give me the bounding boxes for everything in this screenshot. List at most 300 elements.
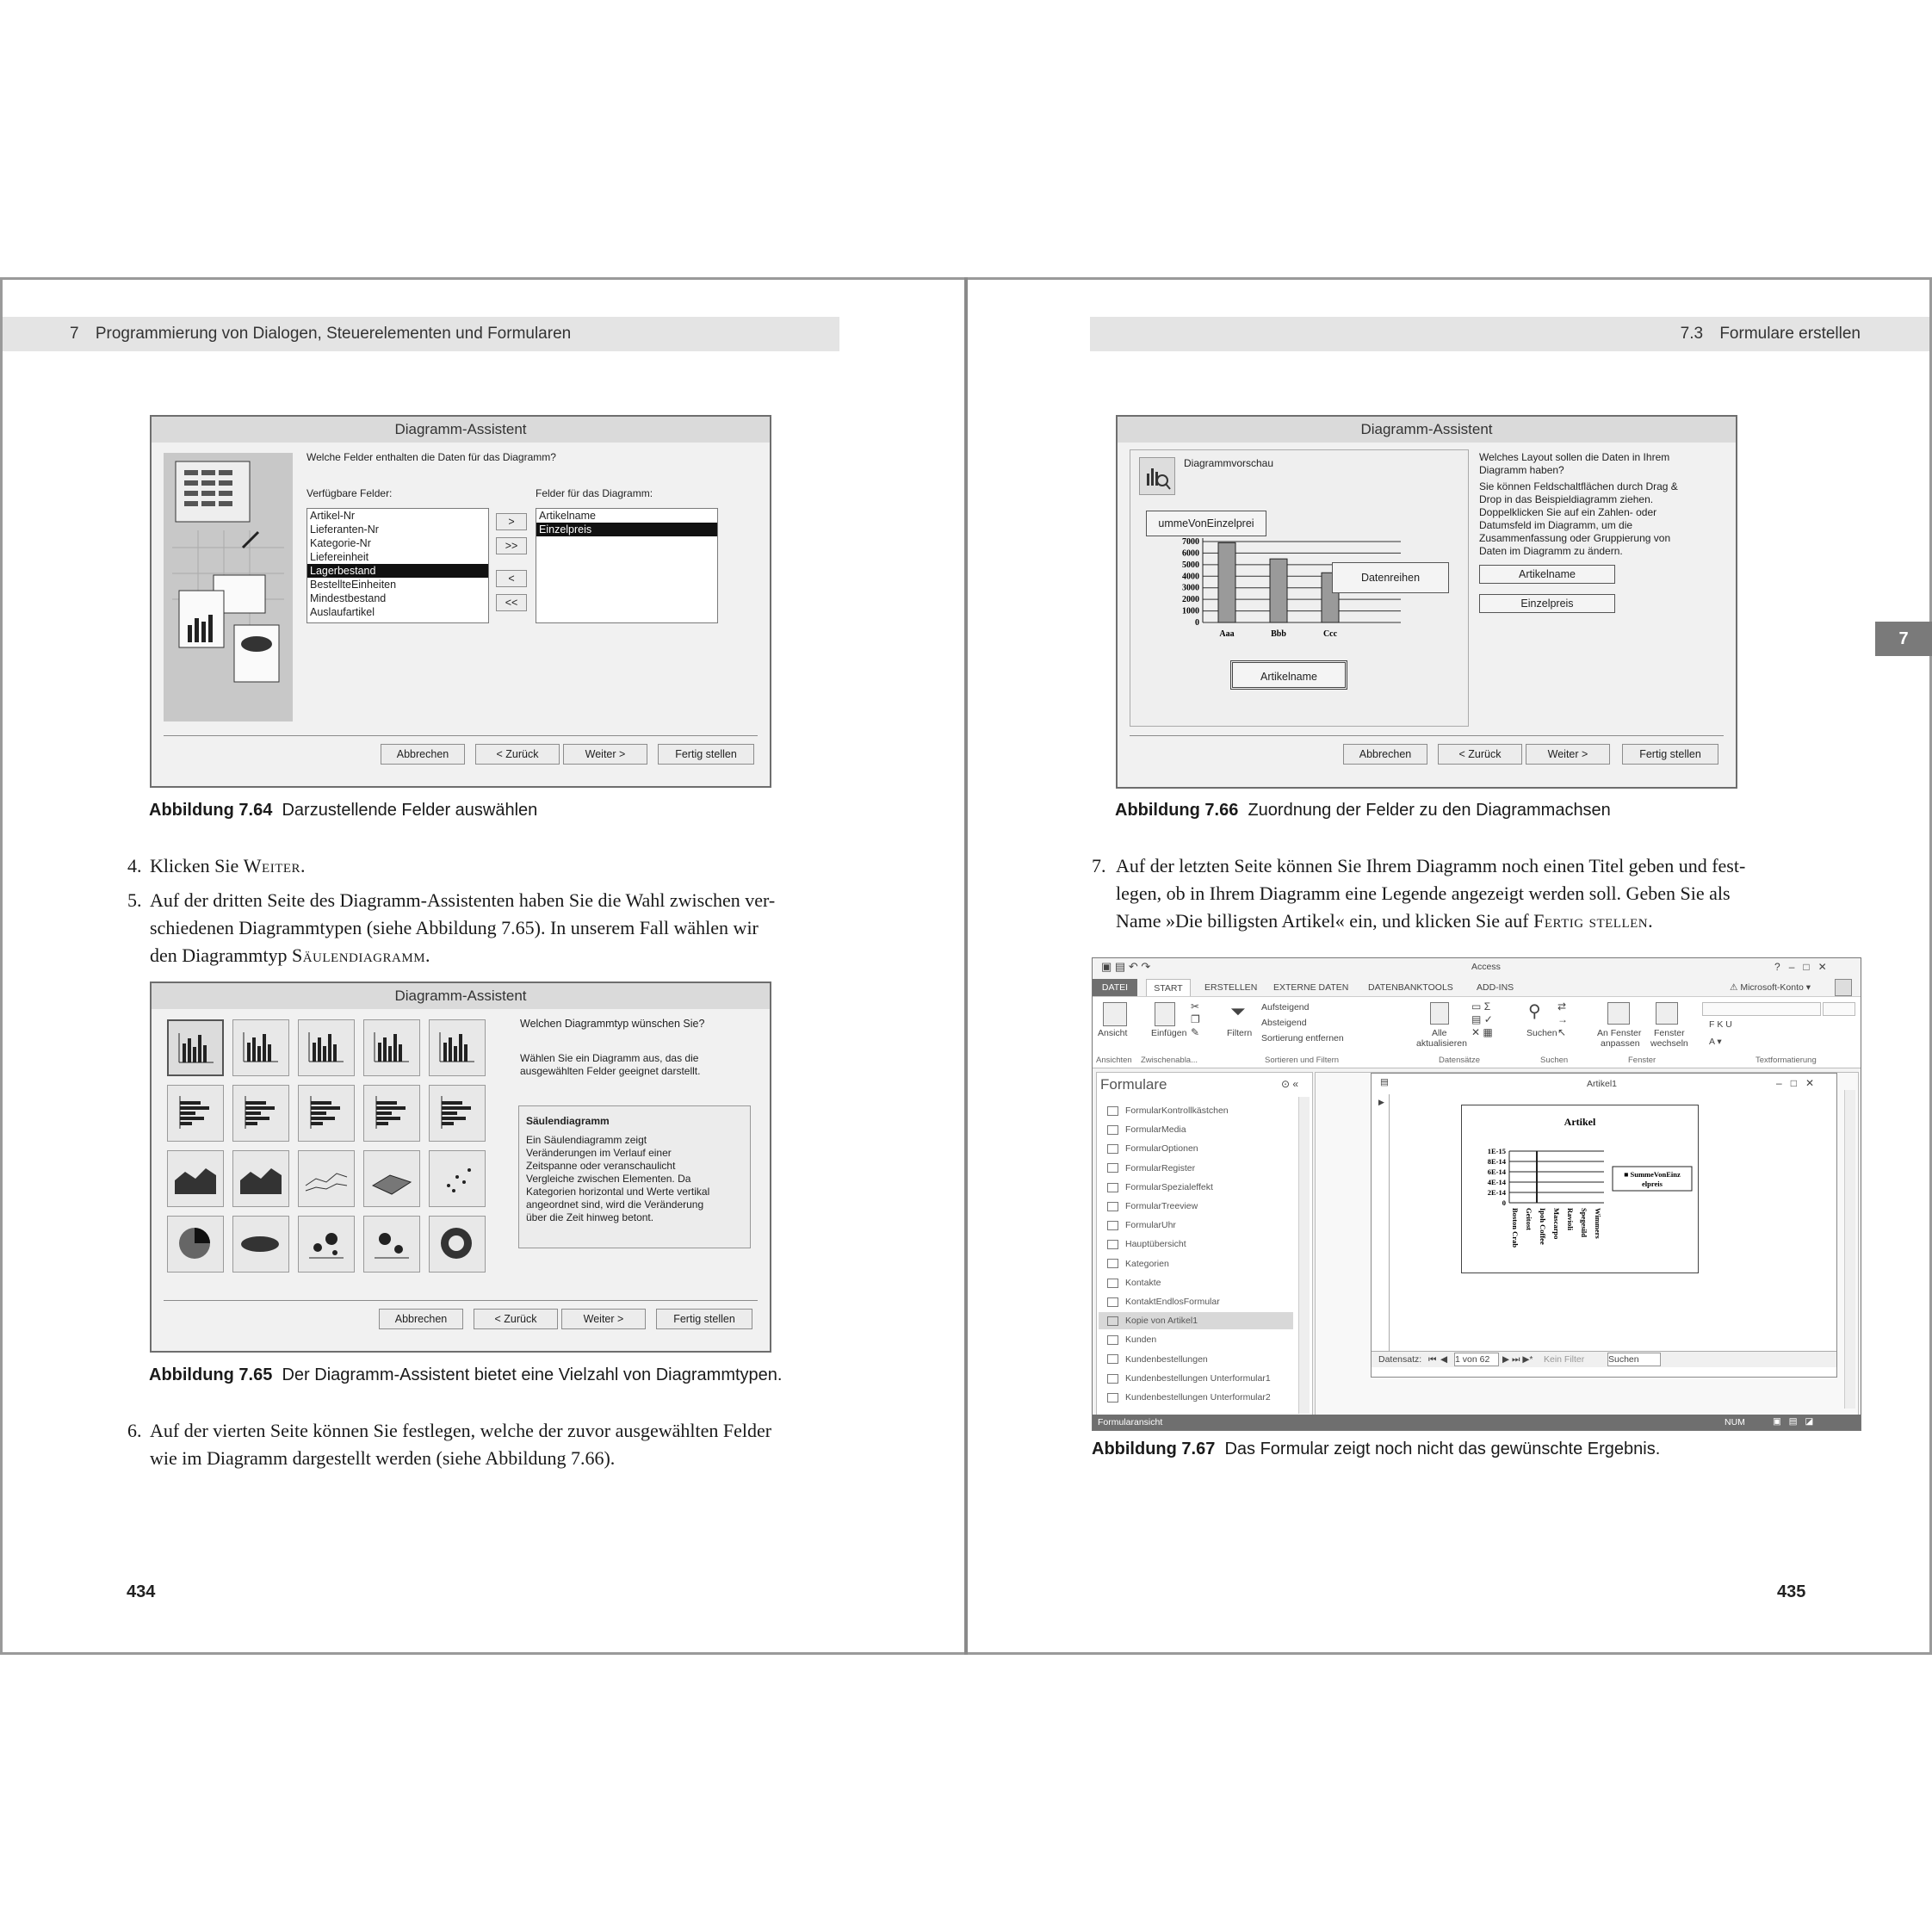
caption-text: Zuordnung der Felder zu den Diagrammachsen bbox=[1248, 801, 1611, 820]
nav-scrollbar[interactable] bbox=[1298, 1097, 1310, 1414]
x-tick-label: Ccc bbox=[1322, 629, 1338, 639]
chart-type-tile[interactable] bbox=[363, 1216, 420, 1273]
list-item[interactable]: BestellteEinheiten bbox=[310, 579, 397, 591]
chart-type-tile[interactable] bbox=[298, 1019, 355, 1076]
tab-erstellen[interactable]: ERSTELLEN bbox=[1204, 982, 1258, 993]
form-icon bbox=[1107, 1202, 1118, 1211]
description-line: Zeitspanne oder veranschaulicht bbox=[526, 1160, 676, 1172]
add-all-fields-button[interactable]: >> bbox=[496, 537, 527, 554]
nav-item[interactable] bbox=[1099, 1331, 1293, 1348]
window-controls bbox=[1774, 961, 1827, 973]
chart-title: Artikel bbox=[1564, 1116, 1596, 1128]
list-item[interactable]: Artikelname bbox=[539, 510, 596, 522]
x-tick-label: Spegesild bbox=[1580, 1208, 1588, 1238]
dialog-title: Diagramm-Assistent bbox=[1118, 417, 1736, 443]
cancel-button[interactable]: Abbrechen bbox=[1343, 744, 1427, 765]
chart-type-tile[interactable] bbox=[167, 1216, 224, 1273]
ribbon-button-label[interactable]: Ansicht bbox=[1098, 1028, 1128, 1038]
form-icon bbox=[1107, 1316, 1118, 1326]
record-icons bbox=[1471, 1000, 1493, 1039]
layout-instructions bbox=[1479, 451, 1678, 558]
step-line bbox=[1116, 907, 1806, 935]
figure-caption bbox=[1115, 801, 1611, 820]
nav-item[interactable] bbox=[1099, 1312, 1293, 1329]
step-text bbox=[1116, 852, 1806, 935]
chart-type-tile[interactable] bbox=[232, 1085, 289, 1142]
y-tick-label: 2000 bbox=[1182, 595, 1199, 605]
list-item[interactable]: Liefereinheit bbox=[310, 551, 369, 563]
select-icon[interactable]: ↖ bbox=[1557, 1026, 1567, 1038]
tab-datenbanktools[interactable]: DATENBANKTOOLS bbox=[1368, 982, 1453, 993]
remove-all-fields-button[interactable]: << bbox=[496, 594, 527, 611]
finish-button[interactable]: Fertig stellen bbox=[1622, 744, 1718, 765]
3d-stacked-column-icon bbox=[364, 1020, 418, 1074]
type-description-text bbox=[526, 1134, 709, 1224]
maximize-icon[interactable]: □ bbox=[1803, 961, 1810, 973]
ribbon-group-label: Datensätze bbox=[1439, 1056, 1481, 1065]
undo-icon[interactable]: ↶ bbox=[1128, 960, 1138, 973]
nav-item[interactable] bbox=[1099, 1160, 1293, 1177]
y-tick-label: 3000 bbox=[1182, 583, 1199, 593]
form-icon bbox=[1107, 1393, 1118, 1403]
form-icon bbox=[1107, 1297, 1118, 1307]
record-selector[interactable]: ▶ bbox=[1375, 1094, 1390, 1353]
step-text-part: Klicken Sie bbox=[150, 855, 239, 876]
3d-column-icon bbox=[299, 1020, 352, 1074]
chart-type-tile[interactable] bbox=[232, 1150, 289, 1207]
command-name: Fertig stellen bbox=[1533, 910, 1649, 932]
record-search-input[interactable]: Suchen bbox=[1607, 1353, 1661, 1366]
step-text-end: . bbox=[1648, 910, 1653, 932]
ribbon-button-label[interactable]: Einfügen bbox=[1151, 1028, 1187, 1038]
ribbon-button-label[interactable]: Filtern bbox=[1227, 1028, 1253, 1038]
pyramid-bar-icon bbox=[430, 1086, 483, 1139]
more-icon[interactable]: ▦ bbox=[1483, 1026, 1493, 1038]
back-button[interactable]: < Zurück bbox=[474, 1309, 558, 1329]
form-icon: ▤ bbox=[1380, 1077, 1389, 1087]
nav-item-label: KontaktEndlosFormular bbox=[1125, 1297, 1220, 1307]
nav-item-label: FormularSpezialeffekt bbox=[1125, 1181, 1213, 1192]
y-tick-label: 0 bbox=[1502, 1198, 1506, 1207]
next-record-icon[interactable]: ▶ ⏭ ▶* bbox=[1502, 1354, 1533, 1365]
nav-item-label: FormularTreeview bbox=[1125, 1201, 1198, 1211]
chart-preview-panel bbox=[1130, 449, 1469, 727]
form-window bbox=[1371, 1073, 1837, 1378]
page-gutter bbox=[964, 277, 968, 1655]
form-icon bbox=[1107, 1259, 1118, 1268]
3d-pie-icon bbox=[233, 1217, 287, 1270]
view-icon[interactable] bbox=[1103, 1002, 1127, 1026]
step-text bbox=[150, 1417, 840, 1472]
format-buttons[interactable]: F K U bbox=[1709, 1019, 1732, 1030]
title-bar bbox=[1093, 958, 1861, 977]
chart-type-tile[interactable] bbox=[232, 1019, 289, 1076]
app-title: Access bbox=[1471, 962, 1501, 972]
type-description-box bbox=[518, 1105, 751, 1248]
nav-item-label: FormularUhr bbox=[1125, 1220, 1176, 1231]
nav-item-label: Kunden bbox=[1125, 1334, 1157, 1346]
scatter-icon bbox=[430, 1151, 483, 1204]
minimize-icon[interactable]: – bbox=[1776, 1077, 1782, 1089]
figure-caption bbox=[149, 1365, 782, 1385]
x-tick-label: Geitost bbox=[1525, 1208, 1533, 1230]
x-tick-label: Mascarpo bbox=[1552, 1208, 1561, 1240]
stacked-column-icon bbox=[233, 1020, 287, 1074]
instruction-line: Zusammenfassung oder Gruppierung von bbox=[1479, 532, 1671, 544]
caption-label: Abbildung 7.66 bbox=[1115, 801, 1239, 820]
fit-window-icon[interactable] bbox=[1607, 1002, 1630, 1025]
filter-status[interactable]: Kein Filter bbox=[1544, 1354, 1585, 1365]
nav-item[interactable] bbox=[1099, 1389, 1293, 1406]
document-scrollbar[interactable] bbox=[1844, 1090, 1855, 1409]
chart-type-grid bbox=[167, 1019, 498, 1278]
y-tick-label: 5000 bbox=[1182, 560, 1199, 570]
form-icon bbox=[1107, 1183, 1118, 1192]
step-number: 7. bbox=[1092, 855, 1106, 876]
account-link[interactable]: ⚠ Microsoft-Konto ▾ bbox=[1730, 982, 1811, 993]
bubble-icon bbox=[299, 1217, 352, 1270]
list-item[interactable]: Mindestbestand bbox=[310, 592, 387, 604]
tab-datei[interactable]: DATEI bbox=[1093, 979, 1137, 996]
nav-item[interactable] bbox=[1099, 1179, 1293, 1196]
ribbon-button-label[interactable]: aktualisieren bbox=[1416, 1038, 1467, 1049]
record-navigation bbox=[1372, 1351, 1836, 1367]
font-name-combo[interactable] bbox=[1702, 1002, 1821, 1016]
nav-item[interactable] bbox=[1099, 1235, 1293, 1253]
chart-wizard-fields-dialog bbox=[150, 415, 771, 788]
command-name: Weiter bbox=[243, 855, 301, 876]
chapter-number: 7 bbox=[70, 325, 79, 343]
form-icon bbox=[1107, 1374, 1118, 1384]
back-button[interactable]: < Zurück bbox=[1438, 744, 1522, 765]
tab-add-ins[interactable]: ADD-INS bbox=[1477, 982, 1514, 993]
chart-type-tile[interactable] bbox=[298, 1150, 355, 1207]
maximize-icon[interactable]: □ bbox=[1790, 1077, 1797, 1089]
nav-list bbox=[1097, 1102, 1297, 1415]
step-line: Auf der letzten Seite können Sie Ihrem Diagramm noch einen Titel geben und fest- bbox=[1116, 855, 1746, 876]
list-item[interactable]: Lieferanten-Nr bbox=[310, 523, 379, 536]
nav-item-label: Kategorien bbox=[1125, 1258, 1169, 1269]
nav-title: Formulare bbox=[1100, 1076, 1167, 1093]
3d-column-perspective-icon bbox=[430, 1020, 483, 1074]
new-record-icon[interactable]: ▭ bbox=[1471, 1000, 1482, 1012]
field-button-einzelpreis[interactable]: Einzelpreis bbox=[1479, 594, 1615, 613]
section-title: Formulare erstellen bbox=[1719, 325, 1861, 343]
instruction-line: Daten im Diagramm zu ändern. bbox=[1479, 545, 1623, 557]
minimize-icon[interactable]: – bbox=[1788, 961, 1795, 973]
nav-item[interactable] bbox=[1099, 1217, 1293, 1234]
chart-type-tile[interactable] bbox=[298, 1216, 355, 1273]
y-tick-label: 1000 bbox=[1182, 606, 1199, 616]
caption-label: Abbildung 7.67 bbox=[1092, 1440, 1216, 1458]
step-number: 5. bbox=[127, 889, 142, 911]
form-icon bbox=[1107, 1240, 1118, 1249]
nav-item-label: FormularMedia bbox=[1125, 1124, 1186, 1136]
nav-item[interactable] bbox=[1099, 1140, 1293, 1157]
nav-item[interactable] bbox=[1099, 1121, 1293, 1138]
x-tick-label: Bbb bbox=[1271, 629, 1286, 639]
step-line bbox=[150, 942, 840, 969]
ribbon-group-label: Suchen bbox=[1540, 1056, 1569, 1065]
spelling-icon[interactable]: ✓ bbox=[1483, 1013, 1493, 1025]
copy-icon[interactable]: ❐ bbox=[1191, 1013, 1200, 1025]
nav-item[interactable] bbox=[1099, 1198, 1293, 1215]
step-text bbox=[150, 887, 840, 969]
form-icon bbox=[1107, 1335, 1118, 1345]
nav-item-label: FormularRegister bbox=[1125, 1162, 1196, 1173]
tab-externe-daten[interactable]: EXTERNE DATEN bbox=[1273, 982, 1349, 993]
chart-type-tile[interactable] bbox=[232, 1216, 289, 1273]
step-text-part: Name »Die billigsten Artikel« ein, und klicken Sie auf bbox=[1116, 910, 1529, 932]
pie-icon bbox=[168, 1217, 221, 1270]
save-record-icon[interactable]: ▤ bbox=[1471, 1013, 1482, 1025]
form-icon bbox=[1107, 1106, 1118, 1116]
available-fields-label: Verfügbare Felder: bbox=[307, 487, 393, 499]
y-tick-label: 8E-14 bbox=[1487, 1157, 1506, 1166]
caption-text: Darzustellende Felder auswählen bbox=[282, 801, 538, 820]
add-field-button[interactable]: > bbox=[496, 513, 527, 530]
preview-bar bbox=[1218, 542, 1235, 622]
nav-item[interactable] bbox=[1099, 1255, 1293, 1273]
axis-field-button[interactable]: Artikelname bbox=[1230, 660, 1347, 690]
cancel-button[interactable]: Abbrechen bbox=[381, 744, 465, 765]
nav-item-label: Kopie von Artikel1 bbox=[1125, 1316, 1198, 1327]
y-tick-label: 4E-14 bbox=[1487, 1178, 1506, 1186]
status-bar bbox=[1093, 1415, 1861, 1430]
view-switch-icons[interactable]: ▣ ▤ ◪ bbox=[1773, 1416, 1814, 1427]
back-button[interactable]: < Zurück bbox=[475, 744, 560, 765]
record-label: Datensatz: bbox=[1378, 1354, 1422, 1365]
warning-icon: ⚠ bbox=[1730, 982, 1738, 993]
y-tick-label: 2E-14 bbox=[1487, 1188, 1506, 1197]
step-line: wie im Diagramm dargestellt werden (siehe Abbildung 7.66). bbox=[150, 1447, 616, 1469]
font-size-combo[interactable] bbox=[1823, 1002, 1855, 1016]
step-line: Auf der dritten Seite des Diagramm-Assistenten haben Sie die Wahl zwischen ver- bbox=[150, 889, 776, 911]
help-icon[interactable]: ? bbox=[1774, 961, 1780, 973]
preview-bar bbox=[1270, 559, 1287, 622]
chart-preview-icon bbox=[1139, 457, 1175, 495]
finish-button[interactable]: Fertig stellen bbox=[658, 744, 754, 765]
figure-caption bbox=[1092, 1440, 1660, 1459]
ribbon-button-label[interactable]: Sortierung entfernen bbox=[1261, 1033, 1344, 1043]
x-tick-label: Boston Crab bbox=[1511, 1208, 1520, 1248]
list-item[interactable]: Auslaufartikel bbox=[310, 606, 375, 618]
font-color-icon[interactable]: A ▾ bbox=[1709, 1037, 1722, 1047]
chart-fields-list[interactable] bbox=[536, 508, 718, 623]
form-window-controls bbox=[1776, 1077, 1814, 1089]
figure-caption bbox=[149, 801, 537, 820]
step-line: Auf der vierten Seite können Sie festlegen, welche der zuvor ausgewählten Felder bbox=[150, 1420, 772, 1441]
remove-field-button[interactable]: < bbox=[496, 570, 527, 587]
nav-item[interactable] bbox=[1099, 1102, 1293, 1119]
type-description-title: Säulendiagramm bbox=[526, 1115, 610, 1127]
ribbon-button-label[interactable]: Aufsteigend bbox=[1261, 1002, 1310, 1012]
filter-icon[interactable]: ⏷ bbox=[1230, 1000, 1246, 1022]
separator bbox=[164, 735, 758, 736]
tab-start[interactable]: START bbox=[1146, 979, 1191, 997]
status-view: Formularansicht bbox=[1098, 1417, 1163, 1427]
clipboard-icons bbox=[1191, 1000, 1200, 1039]
description-line: Kategorien horizontal und Werte vertikal bbox=[526, 1186, 710, 1198]
y-tick-label: 0 bbox=[1195, 618, 1199, 628]
nav-item-label: Kundenbestellungen Unterformular2 bbox=[1125, 1392, 1271, 1403]
quick-access-icons bbox=[1101, 960, 1150, 974]
cut-icon[interactable]: ✂ bbox=[1191, 1000, 1200, 1012]
3d-area-icon bbox=[233, 1151, 287, 1204]
close-icon[interactable]: ✕ bbox=[1817, 961, 1827, 973]
format-painter-icon[interactable]: ✎ bbox=[1191, 1026, 1200, 1038]
description-line: Veränderungen im Verlauf einer bbox=[526, 1147, 672, 1159]
first-record-icon[interactable]: ⏮ bbox=[1428, 1354, 1437, 1365]
ribbon-group-label: Fenster bbox=[1628, 1056, 1656, 1065]
nav-item-label: Kundenbestellungen bbox=[1125, 1353, 1208, 1365]
chart-type-tile[interactable] bbox=[429, 1019, 486, 1076]
ribbon-group-label: Textformatierung bbox=[1756, 1056, 1817, 1065]
x-tick-label: Wimmers bbox=[1594, 1208, 1602, 1239]
available-fields-list[interactable] bbox=[307, 508, 489, 623]
nav-collapse-icon[interactable]: « bbox=[1292, 1078, 1299, 1090]
cancel-button[interactable]: Abbrechen bbox=[379, 1309, 463, 1329]
ribbon-button-label[interactable]: Fenster bbox=[1654, 1028, 1685, 1038]
caption-label: Abbildung 7.64 bbox=[149, 801, 273, 820]
goto-icon[interactable]: → bbox=[1557, 1013, 1568, 1025]
type-hint-line: Wählen Sie ein Diagramm aus, das die bbox=[520, 1052, 699, 1064]
step-number: 6. bbox=[127, 1420, 142, 1441]
instruction-line: Diagramm haben? bbox=[1479, 464, 1564, 476]
clustered-bar-icon bbox=[299, 1086, 352, 1139]
ribbon-button-label[interactable]: Suchen bbox=[1526, 1028, 1557, 1038]
switch-window-icon[interactable] bbox=[1656, 1002, 1678, 1025]
legend-label: elpreis bbox=[1642, 1180, 1663, 1188]
description-line: Vergleiche zwischen Elementen. Da bbox=[526, 1173, 691, 1185]
chart-type-tile[interactable] bbox=[363, 1085, 420, 1142]
step-text-end: . bbox=[300, 855, 306, 876]
wizard-illustration bbox=[164, 453, 293, 721]
form-icon bbox=[1107, 1221, 1118, 1230]
record-position[interactable]: 1 von 62 bbox=[1454, 1353, 1499, 1366]
form-icon bbox=[1107, 1279, 1118, 1288]
find-icon[interactable]: ⚲ bbox=[1528, 1002, 1541, 1021]
fields-question: Welche Felder enthalten die Daten für das Diagramm? bbox=[307, 451, 556, 463]
chart-wizard-layout-dialog bbox=[1116, 415, 1737, 789]
account-name: Microsoft-Konto bbox=[1740, 982, 1804, 993]
y-tick-label: 6E-14 bbox=[1487, 1167, 1506, 1176]
y-tick-label: 1E-15 bbox=[1487, 1147, 1506, 1155]
chapter-thumb-tab: 7 bbox=[1875, 622, 1932, 656]
avatar[interactable] bbox=[1835, 979, 1852, 996]
sum-icon[interactable]: Σ bbox=[1483, 1000, 1491, 1012]
next-button[interactable]: Weiter > bbox=[561, 1309, 646, 1329]
y-tick-label: 7000 bbox=[1182, 537, 1199, 547]
chapter-title: Programmierung von Dialogen, Steuerelementen und Formularen bbox=[95, 325, 572, 343]
instruction-line: Welches Layout sollen die Daten in Ihrem bbox=[1479, 451, 1670, 463]
chart-type-tile[interactable] bbox=[429, 1150, 486, 1207]
redo-icon[interactable]: ↷ bbox=[1141, 960, 1151, 973]
ribbon-button-label[interactable]: wechseln bbox=[1650, 1038, 1688, 1049]
data-field-button[interactable]: ummeVonEinzelprei bbox=[1146, 511, 1266, 536]
description-line: Ein Säulendiagramm zeigt bbox=[526, 1134, 647, 1146]
next-button[interactable]: Weiter > bbox=[563, 744, 647, 765]
section-number: 7.3 bbox=[1680, 325, 1704, 343]
replace-icon[interactable]: ⇄ bbox=[1557, 1000, 1567, 1012]
description-line: angeordnet sind, wird die Veränderung bbox=[526, 1198, 704, 1211]
step-number: 4. bbox=[127, 855, 142, 876]
find-icons bbox=[1557, 1000, 1568, 1039]
delete-icon[interactable]: ✕ bbox=[1471, 1026, 1481, 1038]
chart-type-tile[interactable] bbox=[167, 1150, 224, 1207]
y-tick-label: 4000 bbox=[1182, 572, 1199, 582]
column-icon bbox=[169, 1021, 222, 1074]
caption-text: Der Diagramm-Assistent bietet eine Vielzahl von Diagrammtypen. bbox=[282, 1365, 783, 1384]
nav-item-label: FormularOptionen bbox=[1125, 1143, 1198, 1155]
chart-type-tile[interactable] bbox=[429, 1085, 486, 1142]
wizard-illustration-icon bbox=[164, 453, 293, 721]
stacked-bar-icon bbox=[233, 1086, 287, 1139]
nav-menu-icon[interactable]: ⊙ bbox=[1281, 1078, 1291, 1090]
chart-fields-label: Felder für das Diagramm: bbox=[536, 487, 653, 499]
list-item-selected[interactable]: Einzelpreis bbox=[536, 523, 717, 536]
form-icon bbox=[1107, 1163, 1118, 1173]
ribbon-button-label[interactable]: Alle bbox=[1432, 1028, 1447, 1038]
list-item-selected[interactable]: Lagerbestand bbox=[307, 564, 488, 578]
paste-icon[interactable] bbox=[1155, 1002, 1175, 1026]
ribbon-button-label[interactable]: Absteigend bbox=[1261, 1018, 1307, 1028]
instruction-line: Drop in das Beispieldiagramm ziehen. bbox=[1479, 493, 1654, 505]
page-number: 434 bbox=[127, 1582, 156, 1601]
chart-type-tile[interactable] bbox=[167, 1085, 224, 1142]
nav-item[interactable] bbox=[1099, 1351, 1293, 1368]
legend-label: ■ SummeVonEinz bbox=[1624, 1170, 1681, 1179]
ribbon-button-label[interactable]: An Fenster bbox=[1597, 1028, 1642, 1038]
finish-button[interactable]: Fertig stellen bbox=[656, 1309, 752, 1329]
list-item[interactable]: Kategorie-Nr bbox=[310, 537, 371, 549]
nav-item[interactable] bbox=[1099, 1274, 1293, 1291]
ribbon-button-label[interactable]: anpassen bbox=[1601, 1038, 1640, 1049]
previous-record-icon[interactable]: ◀ bbox=[1440, 1354, 1448, 1365]
series-field-button[interactable]: Datenreihen bbox=[1332, 562, 1449, 593]
access-chart-svg bbox=[1461, 1105, 1699, 1273]
chart-type-tile[interactable] bbox=[363, 1019, 420, 1076]
type-hint-line: ausgewählten Felder geeignet darstellt. bbox=[520, 1065, 701, 1077]
chart-type-tile[interactable] bbox=[298, 1085, 355, 1142]
ribbon bbox=[1093, 996, 1861, 1068]
nav-controls bbox=[1281, 1078, 1298, 1090]
chart-type-tile[interactable] bbox=[363, 1150, 420, 1207]
form-icon bbox=[1107, 1125, 1118, 1135]
x-tick-label: Aaa bbox=[1219, 629, 1235, 639]
field-button-artikelname[interactable]: Artikelname bbox=[1479, 565, 1615, 584]
cone-bar-icon bbox=[364, 1086, 418, 1139]
close-icon[interactable]: ✕ bbox=[1805, 1077, 1815, 1089]
refresh-icon[interactable] bbox=[1430, 1002, 1449, 1025]
bar-icon bbox=[168, 1086, 221, 1139]
3d-surface-icon bbox=[364, 1151, 418, 1204]
save-icon[interactable]: ▤ bbox=[1114, 960, 1126, 973]
instruction-line: Datumsfeld im Diagramm, um die bbox=[1479, 519, 1633, 531]
instruction-line: Sie können Feldschaltflächen durch Drag & bbox=[1479, 480, 1678, 492]
nav-item[interactable] bbox=[1099, 1293, 1293, 1310]
chart-type-tile[interactable] bbox=[167, 1019, 224, 1076]
list-item[interactable]: Artikel-Nr bbox=[310, 510, 356, 522]
nav-item-label: Hauptübersicht bbox=[1125, 1239, 1186, 1250]
type-question: Welchen Diagrammtyp wünschen Sie? bbox=[520, 1018, 705, 1030]
command-name: Säulendiagramm bbox=[291, 944, 426, 966]
chart-type-tile[interactable] bbox=[429, 1216, 486, 1273]
nav-item[interactable] bbox=[1099, 1370, 1293, 1387]
next-button[interactable]: Weiter > bbox=[1526, 744, 1610, 765]
line-icon bbox=[299, 1151, 352, 1204]
step-text-end: . bbox=[425, 944, 430, 966]
